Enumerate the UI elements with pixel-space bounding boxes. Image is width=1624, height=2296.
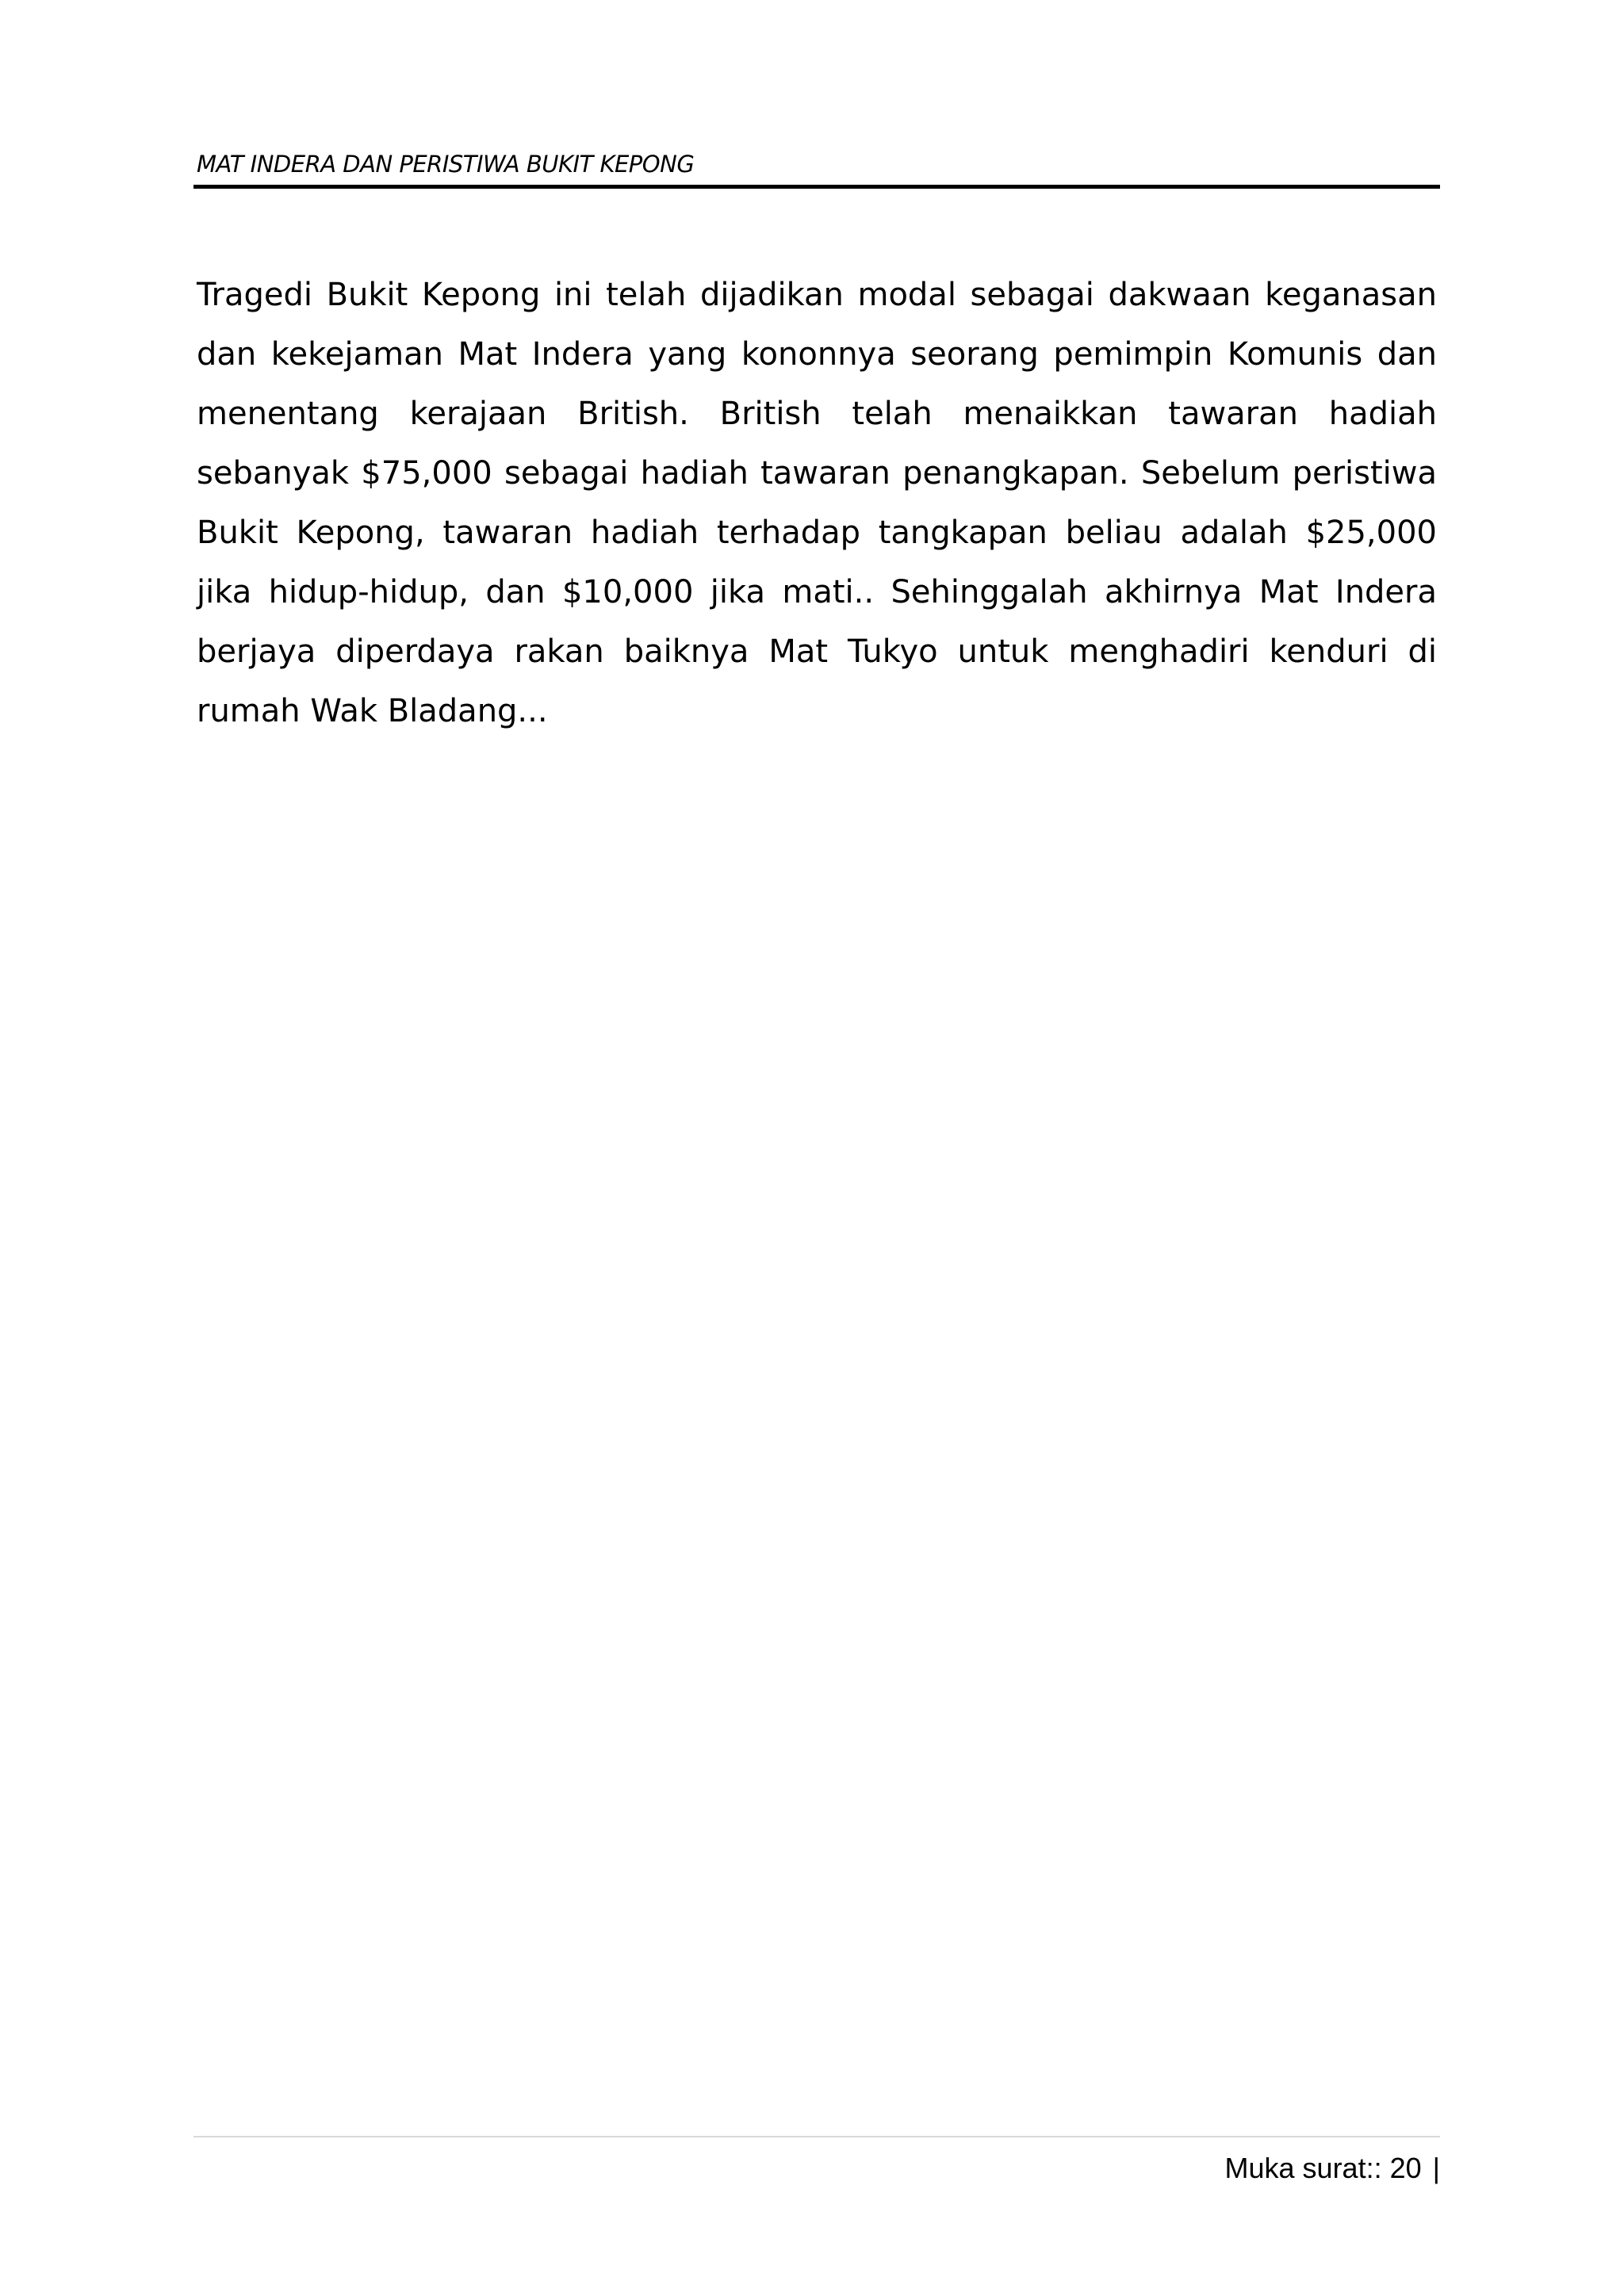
page-number-separator: |	[1432, 2152, 1440, 2184]
page-number-label: Muka surat:: 20	[1224, 2152, 1422, 2184]
page-number	[1225, 2152, 1440, 2185]
body-paragraph: Tragedi Bukit Kepong ini telah dijadikan modal sebagai dakwaan keganasan dan kekejaman Mat Indera yang kononnya seorang pemimpin Komunis dan menentang kerajaan British. British telah menaikkan tawaran hadiah sebanyak $75,000 sebagai hadiah tawaran penangkapan. Sebelum peristiwa Bukit Kepong, tawaran hadiah terhadap tangkapan beliau adalah $25,000 jika hidup-hidup, dan $10,000 jika mati.. Sehinggalah akhirnya Mat Indera berjaya diperdaya rakan baiknya Mat Tukyo untuk menghadiri kenduri di rumah Wak Bladang...	[197, 277, 1437, 729]
header-divider	[193, 185, 1440, 189]
footer-divider	[193, 2136, 1440, 2137]
running-header-title: MAT INDERA DAN PERISTIWA BUKIT KEPONG	[197, 151, 695, 178]
